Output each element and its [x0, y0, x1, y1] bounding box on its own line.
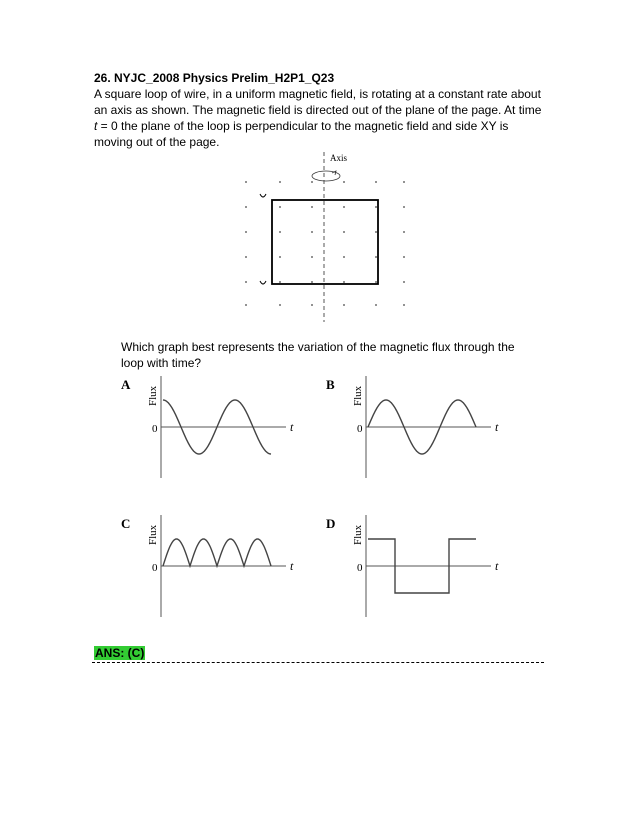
field-dot	[279, 304, 281, 306]
square-loop	[272, 200, 378, 284]
graph-letter: A	[121, 377, 131, 392]
field-dot	[245, 206, 247, 208]
zero-label: 0	[357, 423, 363, 435]
time-axis-label: t	[495, 559, 499, 573]
field-dot	[245, 304, 247, 306]
field-dot	[343, 304, 345, 306]
flux-axis-label: Flux	[352, 385, 364, 406]
field-dot	[279, 281, 281, 283]
answer-highlight: ANS: (C)	[95, 646, 145, 660]
graph-letter: B	[326, 377, 335, 392]
question-text	[94, 86, 548, 150]
corner-mark-bottom	[260, 281, 266, 284]
divider-line	[92, 662, 544, 663]
field-dot	[279, 206, 281, 208]
question-text-part-2: = 0 the plane of the loop is perpendicular to the magnetic field and side XY is moving out of the page.	[94, 119, 509, 149]
rotating-loop-figure	[226, 150, 416, 325]
field-dot	[311, 181, 313, 183]
flux-axis-label: Flux	[352, 524, 364, 545]
field-dot	[403, 181, 405, 183]
zero-label: 0	[152, 562, 158, 574]
field-dot	[279, 256, 281, 258]
field-dot	[403, 206, 405, 208]
field-dot	[311, 231, 313, 233]
field-dot	[403, 281, 405, 283]
graph-letter: D	[326, 516, 336, 531]
field-dot	[311, 304, 313, 306]
field-dot	[375, 281, 377, 283]
field-dot	[343, 231, 345, 233]
field-dot	[343, 281, 345, 283]
field-dot	[403, 256, 405, 258]
time-axis-label: t	[495, 420, 499, 434]
time-axis-label: t	[290, 559, 294, 573]
field-dot	[311, 206, 313, 208]
field-dot	[403, 304, 405, 306]
field-dot	[279, 181, 281, 183]
field-dot	[375, 256, 377, 258]
field-dot	[343, 256, 345, 258]
question-prompt: Which graph best represents the variation of the magnetic flux through the loop with time?	[121, 340, 515, 370]
field-dot	[343, 206, 345, 208]
graph-letter: C	[121, 516, 131, 531]
field-dot	[375, 206, 377, 208]
time-axis-label: t	[290, 420, 294, 434]
corner-mark-top	[260, 194, 266, 197]
field-dot	[375, 231, 377, 233]
field-dot	[375, 181, 377, 183]
time-symbol: t	[94, 119, 98, 133]
field-dot	[245, 281, 247, 283]
field-dot	[311, 281, 313, 283]
field-dot	[311, 256, 313, 258]
zero-label: 0	[357, 562, 363, 574]
question-text-part-1: A square loop of wire, in a uniform magnetic field, is rotating at a constant rate about an axis as shown. The magnetic field is directed out of the plane of the page. At time	[94, 87, 542, 117]
question-title: 26. NYJC_2008 Physics Prelim_H2P1_Q23	[94, 71, 335, 85]
field-dot	[279, 231, 281, 233]
field-dot	[245, 181, 247, 183]
flux-curve	[163, 539, 271, 566]
flux-axis-label: Flux	[147, 385, 159, 406]
zero-label: 0	[152, 423, 158, 435]
graph-c	[118, 513, 304, 619]
graph-d	[323, 513, 509, 619]
graph-b	[323, 374, 509, 480]
graph-a	[118, 374, 304, 480]
field-dot	[403, 231, 405, 233]
field-dot	[245, 231, 247, 233]
field-dot	[245, 256, 247, 258]
field-dot	[375, 304, 377, 306]
axis-label: Axis	[330, 153, 348, 163]
field-dot	[343, 181, 345, 183]
flux-axis-label: Flux	[147, 524, 159, 545]
